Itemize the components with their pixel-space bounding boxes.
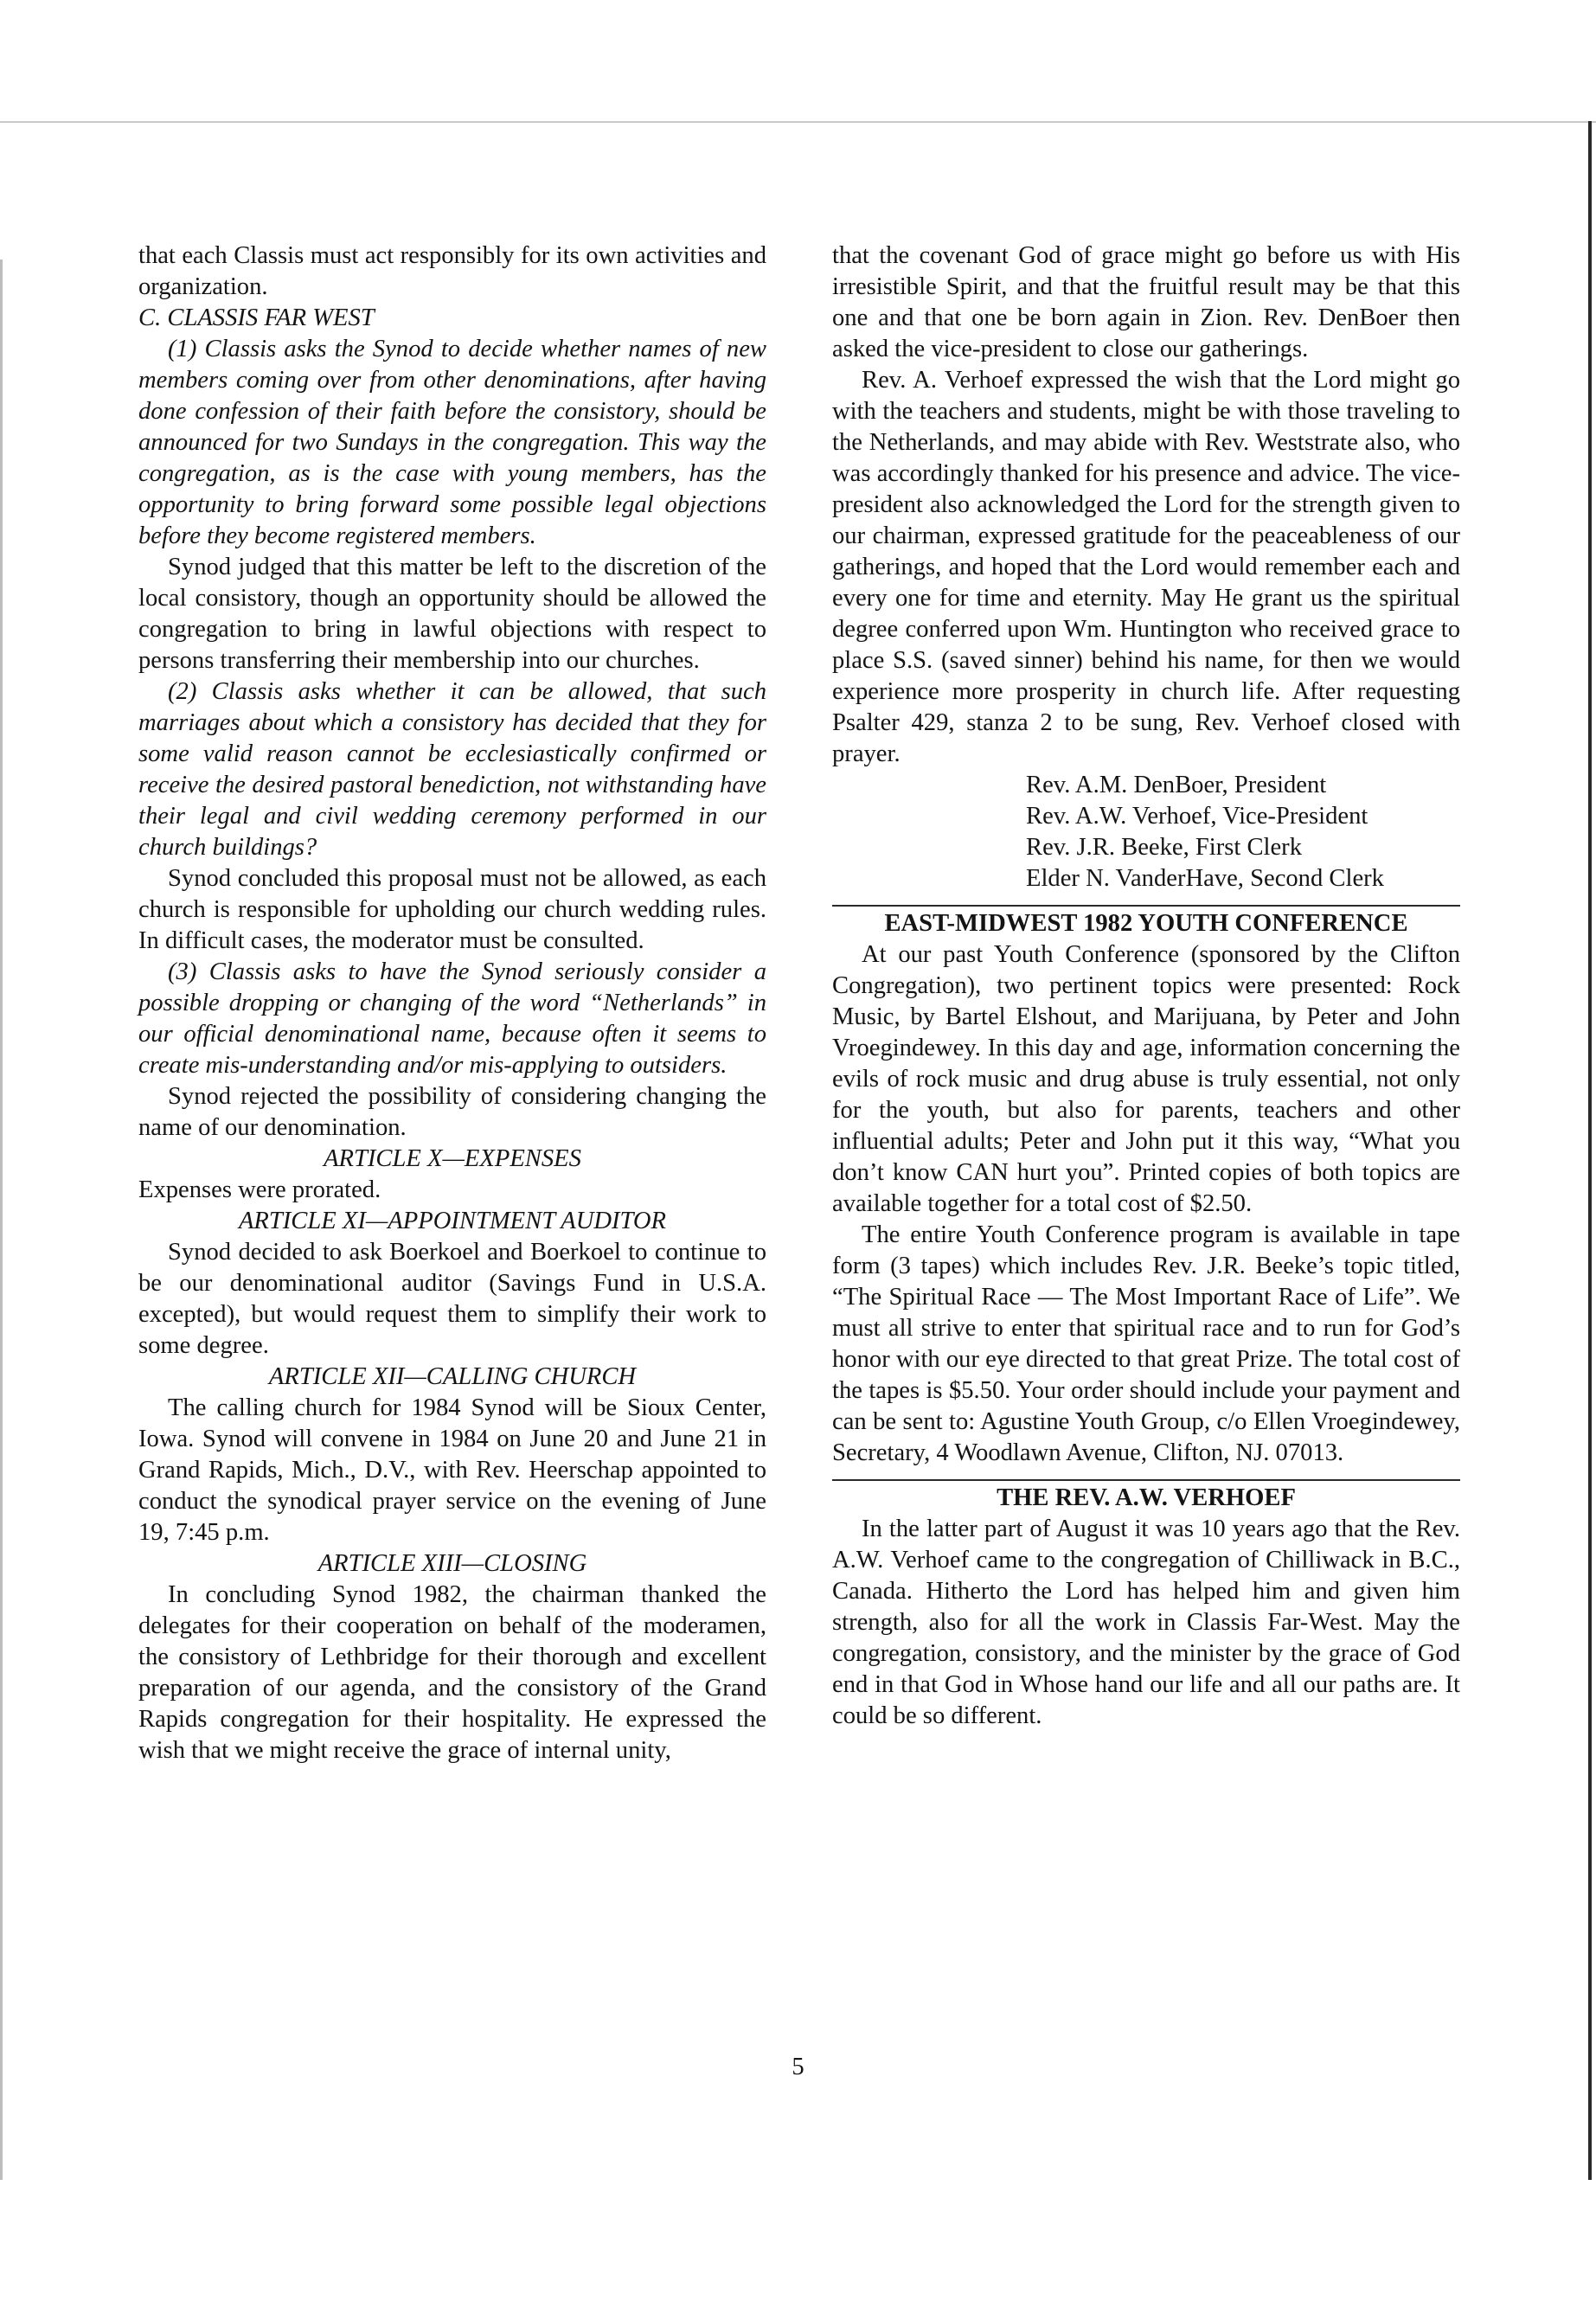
classis-question-1: (1) Classis asks the Synod to decide whether names of new members coming over from other denominations, after having done confession of their faith before the consistory, should be announced for two Sundays in the congregation. This way the congregation, as is the case with young members, has the opportunity to bring forward some possible legal objections before they become registered members. (138, 336, 766, 549)
closing-paragraph: Rev. A. Verhoef expressed the wish that the Lord might go with the teachers and students, might be with those traveling to the Netherlands, and may abide with Rev. Weststrate also, who was accordingly thanked for his presence and advice. The vice-president also acknowledged the Lord for the strength given to our chairman, expressed gratitude for the peaceableness of our gatherings, and hoped that the Lord would remember each and every one for time and eternity. May He grant us the spiritual degree conferred upon Wm. Huntington who received grace to place S.S. (saved sinner) behind his name, for then we would experience more prosperity in church life. After requesting Psalter 429, stanza 2 to be sung, Rev. Verhoef closed with prayer. (832, 367, 1460, 767)
signature-second-clerk: Elder N. VanderHave, Second Clerk (1026, 865, 1384, 892)
classis-question-3: (3) Classis asks to have the Synod seriously consider a possible dropping or changing of the word “Netherlands” in our official denominational name, because often it seems to create mis-understanding and/or mis-applying to outsiders. (138, 958, 766, 1079)
article-text-expenses: Expenses were prorated. (138, 1176, 381, 1203)
left-column (138, 240, 766, 1766)
continued-paragraph: that the covenant God of grace might go before us with His irresistible Spirit, and that the fruitful result may be that this one and that one be born again in Zion. Rev. DenBoer then asked the vice-president to close our gatherings. (832, 242, 1460, 362)
signature-president: Rev. A.M. DenBoer, President (1026, 772, 1327, 798)
right-column (832, 240, 1460, 1732)
section-heading-youth-conference: EAST-MIDWEST 1982 YOUTH CONFERENCE (884, 910, 1408, 937)
article-text-auditor: Synod decided to ask Boerkoel and Boerkoel to continue to be our denominational auditor (Savings Fund in U.S.A. excepted), but would request them to simplify their work to some degree. (138, 1239, 766, 1359)
article-heading-calling-church: ARTICLE XII—CALLING CHURCH (268, 1363, 637, 1390)
scan-edge-left (0, 260, 3, 2180)
synod-answer-1: Synod judged that this matter be left to the discretion of the local consistory, though an opportunity should be allowed the congregation to bring in lawful objections with respect to persons transferring their membership into our churches. (138, 554, 766, 674)
article-heading-expenses: ARTICLE X—EXPENSES (324, 1145, 581, 1172)
continued-paragraph: that each Classis must act responsibly for its own activities and organization. (138, 242, 766, 300)
signature-block (1026, 770, 1460, 894)
verhoef-paragraph: In the latter part of August it was 10 years ago that the Rev. A.W. Verhoef came to the congregation of Chilliwack in B.C., Canada. Hitherto the Lord has helped him and given him strength, also for all the work in Classis Far-West. May the congregation, consistory, and the minister by the grace of God end in that God in Whose hand our life and all our paths are. It could be so different. (832, 1516, 1460, 1729)
synod-answer-3: Synod rejected the possibility of considering changing the name of our denomination. (138, 1083, 766, 1141)
synod-answer-2: Synod concluded this proposal must not be allowed, as each church is responsible for upholding our church wedding rules. In difficult cases, the moderator must be consulted. (138, 865, 766, 954)
signature-first-clerk: Rev. J.R. Beeke, First Clerk (1026, 834, 1302, 861)
article-heading-auditor: ARTICLE XI—APPOINTMENT AUDITOR (238, 1208, 667, 1234)
classis-question-2: (2) Classis asks whether it can be allowed, that such marriages about which a consistory has decided that they for some valid reason cannot be ecclesiastically confirmed or receive the desired pastoral benediction, not withstanding have their legal and civil wedding ceremony performed in our church buildings? (138, 678, 766, 861)
article-text-closing: In concluding Synod 1982, the chairman thanked the delegates for their cooperation on behalf of the moderamen, the consistory of Lethbridge for their thorough and excellent preparation of our agenda, and the consistory of the Grand Rapids congregation for their hospitality. He expressed the wish that we might receive the grace of internal unity, (138, 1581, 766, 1764)
section-heading-classis-far-west: C. CLASSIS FAR WEST (138, 304, 375, 331)
signature-vice-president: Rev. A.W. Verhoef, Vice-President (1026, 803, 1368, 830)
youth-conference-paragraph-1: At our past Youth Conference (sponsored by the Clifton Congregation), two pertinent topics were presented: Rock Music, by Bartel Elshout, and Marijuana, by Peter and John Vroegindewey. In this day and age, information concerning the evils of rock music and drug abuse is truly essential, not only for the youth, but also for parents, teachers and other influential adults; Peter and John put it this way, “What you don’t know CAN hurt you”. Printed copies of both topics are available together for a total cost of $2.50. (832, 941, 1460, 1217)
youth-conference-paragraph-2: The entire Youth Conference program is available in tape form (3 tapes) which includes Rev. J.R. Beeke’s topic titled, “The Spiritual Race — The Most Important Race of Life”. We must all strive to enter that spiritual race and to run for God’s honor with our eye directed to that great Prize. The total cost of the tapes is $5.50. Your order should include your payment and can be sent to: Agustine Youth Group, c/o Ellen Vroegindewey, Secretary, 4 Woodlawn Avenue, Clifton, NJ. 07013. (832, 1221, 1460, 1466)
article-heading-closing: ARTICLE XIII—CLOSING (317, 1550, 587, 1577)
section-heading-verhoef: THE REV. A.W. VERHOEF (997, 1484, 1296, 1511)
page-number: 5 (792, 2054, 804, 2080)
section-divider (832, 1479, 1460, 1481)
section-divider (832, 905, 1460, 907)
scan-edge-right (1588, 121, 1592, 2180)
article-text-calling-church: The calling church for 1984 Synod will be Sioux Center, Iowa. Synod will convene in 1984 on June 20 and June 21 in Grand Rapids, Mich., D.V., with Rev. Heerschap appointed to conduct the synodical prayer service on the evening of June 19, 7:45 p.m. (138, 1394, 766, 1546)
